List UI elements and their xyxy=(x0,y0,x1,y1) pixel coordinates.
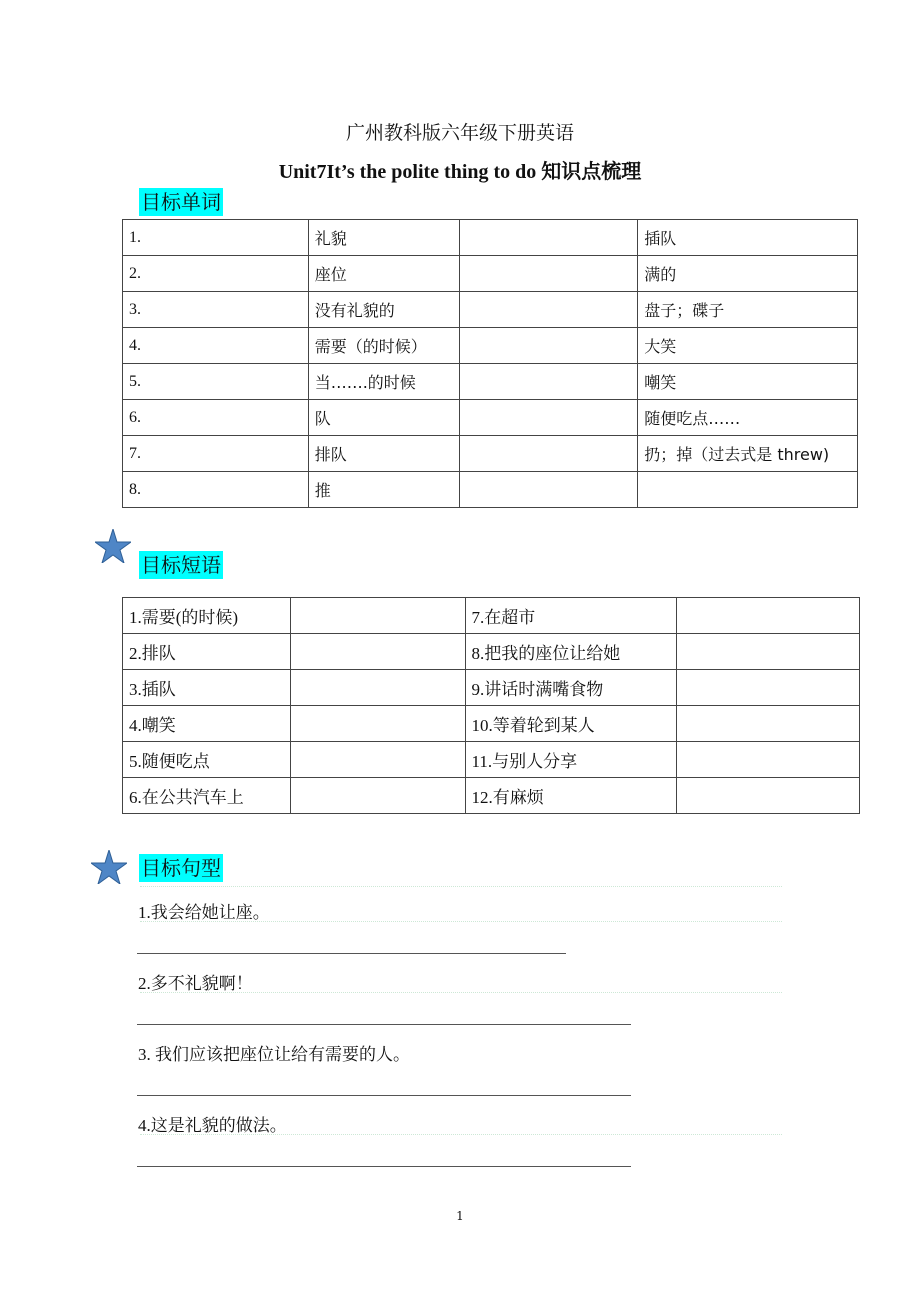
phrase-blank[interactable] xyxy=(677,742,860,778)
word-blank[interactable] xyxy=(459,364,638,400)
phrase-cn: 9.讲话时满嘴食物 xyxy=(465,670,677,706)
table-row xyxy=(123,472,858,508)
table-row xyxy=(123,436,858,472)
answer-line-1[interactable] xyxy=(137,953,566,954)
word-meaning-2: 盘子；碟子 xyxy=(638,292,858,328)
phrase-cn: 5.随便吃点 xyxy=(123,742,291,778)
word-meaning: 没有礼貌的 xyxy=(308,292,459,328)
phrase-cn: 12.有麻烦 xyxy=(465,778,677,814)
table-row xyxy=(123,742,860,778)
word-meaning-2 xyxy=(638,472,858,508)
doc-title: 广州教科版六年级下册英语 xyxy=(345,122,574,144)
table-row xyxy=(123,778,860,814)
page-number: 1 xyxy=(456,1209,464,1223)
phrase-blank[interactable] xyxy=(677,634,860,670)
phrase-cn: 6.在公共汽车上 xyxy=(123,778,291,814)
word-meaning: 队 xyxy=(308,400,459,436)
table-row xyxy=(123,364,858,400)
phrase-cn: 2.排队 xyxy=(123,634,291,670)
doc-subtitle: Unit7It’s the polite thing to do 知识点梳理 xyxy=(278,161,642,183)
phrase-blank[interactable] xyxy=(290,634,465,670)
answer-line-2[interactable] xyxy=(137,1024,631,1025)
sentence-3: 3. 我们应该把座位让给有需要的人。 xyxy=(138,1045,410,1064)
phrase-blank[interactable] xyxy=(677,598,860,634)
word-blank[interactable] xyxy=(459,292,638,328)
phrases-table xyxy=(122,597,860,814)
sentence-1: 1.我会给她让座。 xyxy=(138,903,270,922)
word-number: 2. xyxy=(123,256,309,292)
answer-line-3[interactable] xyxy=(137,1095,631,1096)
word-meaning: 需要（的时候） xyxy=(308,328,459,364)
word-meaning-2: 大笑 xyxy=(638,328,858,364)
table-row xyxy=(123,292,858,328)
word-meaning: 当…….的时候 xyxy=(308,364,459,400)
table-row xyxy=(123,328,858,364)
phrase-cn: 1.需要(的时候) xyxy=(123,598,291,634)
answer-line-4[interactable] xyxy=(137,1166,631,1167)
word-blank[interactable] xyxy=(459,328,638,364)
phrase-blank[interactable] xyxy=(290,706,465,742)
word-meaning-2: 随便吃点…… xyxy=(638,400,858,436)
word-blank[interactable] xyxy=(459,436,638,472)
table-row xyxy=(123,400,858,436)
word-meaning: 座位 xyxy=(308,256,459,292)
table-row xyxy=(123,706,860,742)
table-row xyxy=(123,220,858,256)
word-number: 1. xyxy=(123,220,309,256)
word-number: 7. xyxy=(123,436,309,472)
star-icon xyxy=(95,529,131,563)
word-number: 8. xyxy=(123,472,309,508)
word-blank[interactable] xyxy=(459,400,638,436)
word-meaning: 推 xyxy=(308,472,459,508)
phrase-blank[interactable] xyxy=(290,598,465,634)
word-meaning: 礼貌 xyxy=(308,220,459,256)
divider xyxy=(140,921,782,922)
word-blank[interactable] xyxy=(459,256,638,292)
table-row xyxy=(123,634,860,670)
section-label-words: 目标单词 xyxy=(141,190,221,214)
phrase-blank[interactable] xyxy=(290,778,465,814)
word-number: 3. xyxy=(123,292,309,328)
phrase-blank[interactable] xyxy=(290,742,465,778)
phrase-blank[interactable] xyxy=(677,706,860,742)
words-table xyxy=(122,219,858,508)
phrase-cn: 8.把我的座位让给她 xyxy=(465,634,677,670)
phrase-cn: 4.嘲笑 xyxy=(123,706,291,742)
word-meaning-2: 满的 xyxy=(638,256,858,292)
word-number: 4. xyxy=(123,328,309,364)
word-number: 6. xyxy=(123,400,309,436)
phrase-blank[interactable] xyxy=(677,778,860,814)
divider xyxy=(140,992,782,993)
phrase-blank[interactable] xyxy=(290,670,465,706)
phrase-blank[interactable] xyxy=(677,670,860,706)
word-meaning-2: 插队 xyxy=(638,220,858,256)
sentence-2: 2.多不礼貌啊！ xyxy=(138,974,253,993)
sentence-4: 4.这是礼貌的做法。 xyxy=(138,1116,287,1135)
word-meaning-2: 嘲笑 xyxy=(638,364,858,400)
divider xyxy=(140,1134,782,1135)
phrase-cn: 7.在超市 xyxy=(465,598,677,634)
divider xyxy=(140,886,782,887)
table-row xyxy=(123,598,860,634)
word-blank[interactable] xyxy=(459,220,638,256)
phrase-cn: 11.与别人分享 xyxy=(465,742,677,778)
phrase-cn: 10.等着轮到某人 xyxy=(465,706,677,742)
star-icon xyxy=(91,850,127,884)
word-meaning: 排队 xyxy=(308,436,459,472)
word-meaning-2: 扔；掉（过去式是 threw) xyxy=(638,436,858,472)
word-blank[interactable] xyxy=(459,472,638,508)
section-label-phrases: 目标短语 xyxy=(141,553,221,577)
table-row xyxy=(123,256,858,292)
table-row xyxy=(123,670,860,706)
phrase-cn: 3.插队 xyxy=(123,670,291,706)
word-number: 5. xyxy=(123,364,309,400)
section-label-sentences: 目标句型 xyxy=(141,856,221,880)
